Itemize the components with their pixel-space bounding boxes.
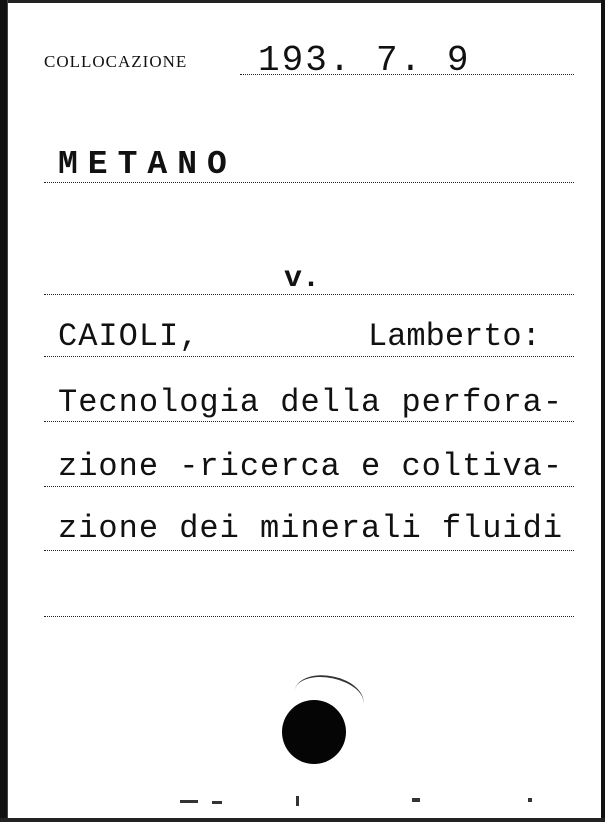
title-line-3: zione dei minerali fluidi	[58, 510, 564, 547]
collocazione-label: COLLOCAZIONE	[44, 52, 188, 71]
scan-speck	[296, 796, 299, 806]
punch-hole	[282, 700, 346, 764]
subject-rule	[44, 182, 574, 183]
subject-heading: METANO	[58, 146, 237, 183]
card-edge-right	[601, 0, 605, 822]
title-line-1: Tecnologia della perfora-	[58, 384, 564, 421]
scan-speck	[180, 800, 198, 803]
scan-speck	[528, 798, 532, 802]
card-edge-bottom	[0, 818, 605, 822]
author-rule	[44, 356, 574, 357]
card-edge-top	[0, 0, 605, 3]
card-edge-left	[0, 0, 7, 822]
author-surname: CAIOLI,	[58, 318, 200, 355]
see-reference: v.	[284, 262, 321, 296]
title-rule-1	[44, 421, 574, 422]
card-edge-left-line	[7, 0, 8, 822]
title-line-2: zione -ricerca e coltiva-	[58, 448, 564, 485]
shelfmark-rule	[240, 74, 574, 75]
see-rule	[44, 294, 574, 295]
scan-speck	[212, 801, 222, 804]
shelfmark: 193. 7. 9	[258, 40, 471, 81]
title-rule-3	[44, 550, 574, 551]
author-forename: Lamberto:	[368, 318, 541, 355]
blank-rule	[44, 616, 574, 617]
scan-speck	[412, 798, 420, 802]
title-rule-2	[44, 486, 574, 487]
